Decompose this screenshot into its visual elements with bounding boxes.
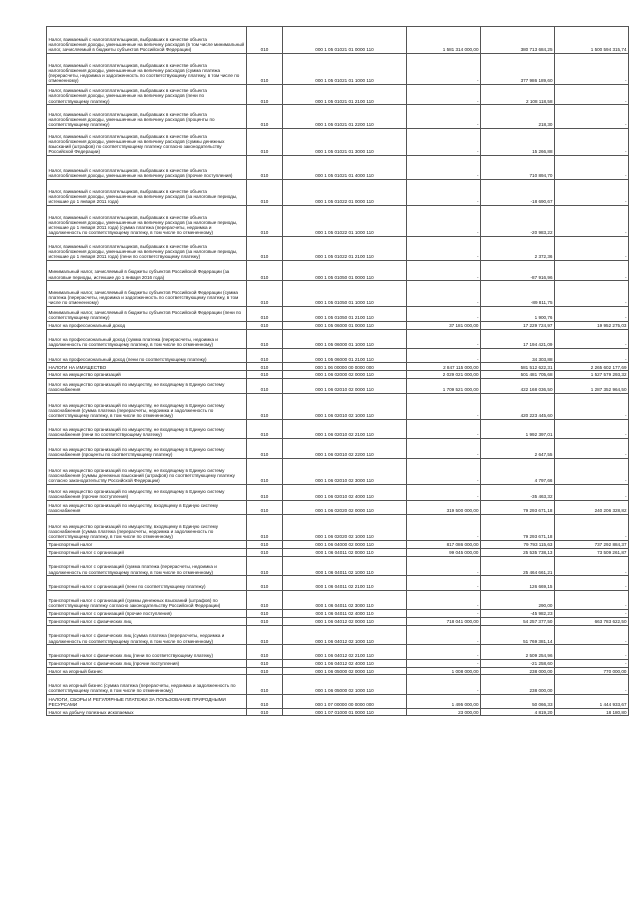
row-unexecuted-cell: - <box>555 515 629 541</box>
row-unexecuted-cell: 663 783 622,50 <box>555 618 629 626</box>
row-name-cell: Налог на имущество организаций по имуществу, входящему в Единую систему газоснабжения (сумма платежа (перерасчеты, недоимка и задолженность по соответствующему платежу, в том числе по отмененному) <box>47 515 247 541</box>
row-approved-cell: - <box>407 53 481 84</box>
row-executed-cell: 420 223 445,60 <box>481 393 555 419</box>
row-name-cell: НАЛОГИ, СБОРЫ И РЕГУЛЯРНЫЕ ПЛАТЕЖИ ЗА ПОЛЬЗОВАНИЕ ПРИРОДНЫМИ РЕСУРСАМИ <box>47 694 247 708</box>
table-row <box>47 27 629 54</box>
row-line-code-cell: 010 <box>247 155 283 179</box>
row-name-cell: Транспортный налог с физических лиц (сумма платежа (перерасчеты, недоимка и задолженность по соответствующему платежу, в том числе по отмененному) <box>47 625 247 645</box>
row-line-code-cell: 010 <box>247 618 283 626</box>
row-executed-cell: 79 293 671,18 <box>481 515 555 541</box>
table-row <box>47 349 629 363</box>
row-unexecuted-cell: - <box>555 439 629 459</box>
table-row <box>47 694 629 708</box>
row-approved-cell: - <box>407 129 481 156</box>
row-unexecuted-cell: - <box>555 129 629 156</box>
row-line-code-cell: 010 <box>247 129 283 156</box>
row-budget-code-cell: 000 1 07 00000 00 0000 000 <box>283 694 407 708</box>
row-line-code-cell: 010 <box>247 393 283 419</box>
row-line-code-cell: 010 <box>247 659 283 667</box>
row-unexecuted-cell: 770 000,00 <box>555 667 629 675</box>
row-executed-cell: 34 303,88 <box>481 349 555 363</box>
row-approved-cell: 319 500 000,00 <box>407 500 481 514</box>
row-executed-cell: 2 647,55 <box>481 439 555 459</box>
row-executed-cell: 2 108 118,58 <box>481 85 555 105</box>
row-budget-code-cell: 000 1 06 02000 02 0000 110 <box>283 371 407 379</box>
row-budget-code-cell: 000 1 06 04000 02 0000 110 <box>283 541 407 549</box>
row-executed-cell: 218,30 <box>481 105 555 129</box>
row-executed-cell: 2 509 254,96 <box>481 645 555 659</box>
row-line-code-cell: 010 <box>247 500 283 514</box>
row-line-code-cell: 010 <box>247 371 283 379</box>
row-executed-cell: -18 690,67 <box>481 179 555 205</box>
row-unexecuted-cell: 1 444 933,67 <box>555 694 629 708</box>
row-budget-code-cell: 000 1 05 01022 01 1000 110 <box>283 205 407 236</box>
row-line-code-cell: 010 <box>247 363 283 371</box>
row-executed-cell: 1 992 397,01 <box>481 419 555 439</box>
row-name-cell: Налог на имущество организаций по имуществу, не входящему в Единую систему газоснабжения (сумма платежа (перерасчеты, недоимка и задолженность по соответствующему платежу, в том числе по отмененному) <box>47 393 247 419</box>
row-approved-cell: - <box>407 306 481 321</box>
table-row <box>47 261 629 281</box>
row-approved-cell: 718 041 000,00 <box>407 618 481 626</box>
table-row <box>47 541 629 549</box>
row-name-cell: Налог на имущество организаций по имуществу, не входящему в Единую систему газоснабжения (проценты по соответствующему платежу) <box>47 439 247 459</box>
row-budget-code-cell: 000 1 05 01021 01 3000 110 <box>283 129 407 156</box>
row-name-cell: Транспортный налог с организаций <box>47 548 247 556</box>
row-budget-code-cell: 000 1 06 02020 02 0000 110 <box>283 500 407 514</box>
row-executed-cell: 17 194 421,09 <box>481 329 555 349</box>
row-name-cell: Налог на имущество организаций по имуществу, входящему в Единую систему газоснабжения <box>47 500 247 514</box>
row-unexecuted-cell: - <box>555 261 629 281</box>
row-line-code-cell: 010 <box>247 179 283 205</box>
row-budget-code-cell: 000 1 05 01022 01 0000 110 <box>283 179 407 205</box>
row-line-code-cell: 010 <box>247 306 283 321</box>
row-approved-cell: - <box>407 556 481 576</box>
row-name-cell: Налог, взимаемый с налогоплательщиков, выбравших в качестве объекта налогообложения доходы, уменьшенные на величину расходов (проценты по соответствующему платежу) <box>47 105 247 129</box>
row-name-cell: НАЛОГИ НА ИМУЩЕСТВО <box>47 363 247 371</box>
table-row <box>47 281 629 306</box>
row-name-cell: Минимальный налог, зачисляемый в бюджеты субъектов Российской Федерации (за налоговые периоды, истекшие до 1 января 2016 года) <box>47 261 247 281</box>
table-row <box>47 548 629 556</box>
row-name-cell: Транспортный налог с организаций (пени по соответствующему платежу) <box>47 576 247 590</box>
table-row <box>47 625 629 645</box>
row-executed-cell: 4 797,66 <box>481 458 555 484</box>
row-executed-cell: -89 811,75 <box>481 281 555 306</box>
row-approved-cell: - <box>407 590 481 610</box>
row-approved-cell: - <box>407 576 481 590</box>
row-executed-cell: 79 293 671,18 <box>481 500 555 514</box>
row-executed-cell: 54 257 377,50 <box>481 618 555 626</box>
row-approved-cell: - <box>407 419 481 439</box>
row-approved-cell: 817 086 000,00 <box>407 541 481 549</box>
row-unexecuted-cell: - <box>555 484 629 500</box>
row-budget-code-cell: 000 1 05 06000 01 2100 110 <box>283 349 407 363</box>
row-line-code-cell: 010 <box>247 379 283 393</box>
row-name-cell: Транспортный налог с организаций (сумма платежа (перерасчеты, недоимка и задолженность по соответствующему платежу, в том числе по отмененному) <box>47 556 247 576</box>
row-name-cell: Налог, взимаемый с налогоплательщиков, выбравших в качестве объекта налогообложения доходы, уменьшенные на величину расходов (прочие поступления) <box>47 155 247 179</box>
row-approved-cell: - <box>407 329 481 349</box>
row-unexecuted-cell: - <box>555 645 629 659</box>
row-name-cell: Транспортный налог <box>47 541 247 549</box>
row-line-code-cell: 010 <box>247 321 283 329</box>
row-name-cell: Налог на имущество организаций по имуществу, не входящему в Единую систему газоснабжения (прочие поступления) <box>47 484 247 500</box>
row-unexecuted-cell: - <box>555 105 629 129</box>
row-budget-code-cell: 000 1 06 04012 02 1000 110 <box>283 625 407 645</box>
table-row <box>47 129 629 156</box>
row-approved-cell: - <box>407 179 481 205</box>
row-unexecuted-cell: 737 292 884,37 <box>555 541 629 549</box>
row-budget-code-cell: 000 1 06 02010 02 3000 110 <box>283 458 407 484</box>
row-budget-code-cell: 000 1 05 01021 01 0000 110 <box>283 27 407 54</box>
row-line-code-cell: 010 <box>247 458 283 484</box>
table-row <box>47 618 629 626</box>
table-row <box>47 105 629 129</box>
table-row <box>47 515 629 541</box>
row-executed-cell: 25 464 661,21 <box>481 556 555 576</box>
row-unexecuted-cell: 1 287 352 964,50 <box>555 379 629 393</box>
row-executed-cell: 126 669,15 <box>481 576 555 590</box>
row-name-cell: Налог, взимаемый с налогоплательщиков, выбравших в качестве объекта налогообложения доходы, уменьшенные на величину расходов (суммы денежных взысканий (штрафов) по соответствующему платежу согласно законодательству Российской Федерации) <box>47 129 247 156</box>
row-unexecuted-cell: - <box>555 458 629 484</box>
row-budget-code-cell: 000 1 05 06000 01 0000 110 <box>283 321 407 329</box>
row-budget-code-cell: 000 1 06 04011 02 0000 110 <box>283 548 407 556</box>
row-unexecuted-cell: 73 509 261,87 <box>555 548 629 556</box>
table-row <box>47 484 629 500</box>
row-budget-code-cell: 000 1 06 04011 02 2100 110 <box>283 576 407 590</box>
row-line-code-cell: 010 <box>247 708 283 716</box>
row-name-cell: Транспортный налог с организаций (суммы денежных взысканий (штрафов) по соответствующему платежу согласно законодательству Российской Федерации) <box>47 590 247 610</box>
row-executed-cell: 710 894,70 <box>481 155 555 179</box>
row-unexecuted-cell: - <box>555 393 629 419</box>
row-name-cell: Налог на игорный бизнес <box>47 667 247 675</box>
row-approved-cell: 2 847 115 000,00 <box>407 363 481 371</box>
table-row <box>47 53 629 84</box>
table-row <box>47 393 629 419</box>
table-row <box>47 371 629 379</box>
row-approved-cell: - <box>407 155 481 179</box>
row-budget-code-cell: 000 1 06 04011 02 1000 110 <box>283 556 407 576</box>
row-approved-cell: - <box>407 675 481 695</box>
row-unexecuted-cell: - <box>555 53 629 84</box>
row-line-code-cell: 010 <box>247 548 283 556</box>
row-line-code-cell: 010 <box>247 675 283 695</box>
row-unexecuted-cell: - <box>555 556 629 576</box>
row-name-cell: Транспортный налог с организаций (прочие поступления) <box>47 610 247 618</box>
table-row <box>47 329 629 349</box>
row-name-cell: Минимальный налог, зачисляемый в бюджеты субъектов Российской Федерации (сумма платежа (перерасчеты, недоимка и задолженность по соответствующему платежу, в том числе по отмененному) <box>47 281 247 306</box>
table-row <box>47 85 629 105</box>
row-line-code-cell: 010 <box>247 85 283 105</box>
row-line-code-cell: 010 <box>247 645 283 659</box>
row-budget-code-cell: 000 1 05 01022 01 2100 110 <box>283 237 407 261</box>
row-name-cell: Налог на имущество организаций по имуществу, не входящему в Единую систему газоснабжения (пени по соответствующему платежу) <box>47 419 247 439</box>
row-name-cell: Налог на профессиональный доход (пени по соответствующему платежу) <box>47 349 247 363</box>
row-unexecuted-cell: - <box>555 205 629 236</box>
row-unexecuted-cell: - <box>555 85 629 105</box>
row-executed-cell: 2 372,36 <box>481 237 555 261</box>
row-unexecuted-cell: - <box>555 675 629 695</box>
budget-report-table <box>46 26 627 716</box>
row-name-cell: Налог, взимаемый с налогоплательщиков, выбравших в качестве объекта налогообложения доходы, уменьшенные на величину расходов (в том числе минимальный налог, зачисляемый в бюджеты субъектов Российской Федерации) <box>47 27 247 54</box>
row-approved-cell: - <box>407 458 481 484</box>
row-line-code-cell: 010 <box>247 329 283 349</box>
row-budget-code-cell: 000 1 05 01050 01 1000 110 <box>283 281 407 306</box>
table-row <box>47 708 629 716</box>
row-line-code-cell: 010 <box>247 590 283 610</box>
row-executed-cell: 1 900,76 <box>481 306 555 321</box>
row-budget-code-cell: 000 1 07 01000 01 0000 110 <box>283 708 407 716</box>
table-row <box>47 659 629 667</box>
row-executed-cell: 25 535 738,13 <box>481 548 555 556</box>
row-budget-code-cell: 000 1 06 02010 02 4000 110 <box>283 484 407 500</box>
row-line-code-cell: 010 <box>247 281 283 306</box>
row-line-code-cell: 010 <box>247 610 283 618</box>
row-executed-cell: 501 481 705,68 <box>481 371 555 379</box>
row-budget-code-cell: 000 1 05 01050 01 2100 110 <box>283 306 407 321</box>
row-unexecuted-cell: - <box>555 281 629 306</box>
row-approved-cell: - <box>407 393 481 419</box>
row-unexecuted-cell: - <box>555 179 629 205</box>
row-approved-cell: - <box>407 261 481 281</box>
table-row <box>47 610 629 618</box>
row-line-code-cell: 010 <box>247 419 283 439</box>
row-unexecuted-cell: - <box>555 306 629 321</box>
row-line-code-cell: 010 <box>247 515 283 541</box>
row-line-code-cell: 010 <box>247 53 283 84</box>
table-body <box>47 27 629 716</box>
row-name-cell: Налог на профессиональный доход (сумма платежа (перерасчеты, недоимка и задолженность по соответствующему платежу, в том числе по отмененному) <box>47 329 247 349</box>
row-name-cell: Транспортный налог с физических лиц (пени по соответствующему платежу) <box>47 645 247 659</box>
row-unexecuted-cell: - <box>555 610 629 618</box>
table-row <box>47 439 629 459</box>
row-line-code-cell: 010 <box>247 625 283 645</box>
row-approved-cell: - <box>407 659 481 667</box>
row-name-cell: Налог на имущество организаций <box>47 371 247 379</box>
row-approved-cell: 1 495 000,00 <box>407 694 481 708</box>
row-executed-cell: 238 000,00 <box>481 675 555 695</box>
row-executed-cell: -21 258,60 <box>481 659 555 667</box>
row-unexecuted-cell: - <box>555 576 629 590</box>
row-budget-code-cell: 000 1 05 01021 01 2200 110 <box>283 105 407 129</box>
row-unexecuted-cell: 19 952 275,03 <box>555 321 629 329</box>
row-executed-cell: 4 819,20 <box>481 708 555 716</box>
row-executed-cell: 51 769 381,14 <box>481 625 555 645</box>
row-unexecuted-cell: - <box>555 625 629 645</box>
row-approved-cell: - <box>407 515 481 541</box>
row-approved-cell: - <box>407 645 481 659</box>
row-approved-cell: 23 000,00 <box>407 708 481 716</box>
row-name-cell: Налог, взимаемый с налогоплательщиков, выбравших в качестве объекта налогообложения доходы, уменьшенные на величину расходов (за налоговые периоды, истекшие до 1 января 2011 года) (сумма платежа (перерасчеты, недоимка и задолженность по соответствующему платежу, в том числе по отмененному) <box>47 205 247 236</box>
row-unexecuted-cell: - <box>555 419 629 439</box>
row-executed-cell: 581 512 622,31 <box>481 363 555 371</box>
row-name-cell: Налог на игорный бизнес (сумма платежа (перерасчеты, недоимка и задолженность по соответствующему платежу, в том числе по отмененному) <box>47 675 247 695</box>
table-row <box>47 363 629 371</box>
row-unexecuted-cell: - <box>555 659 629 667</box>
row-name-cell: Минимальный налог, зачисляемый в бюджеты субъектов Российской Федерации (пени по соответствующему платежу) <box>47 306 247 321</box>
row-budget-code-cell: 000 1 06 04012 02 0000 110 <box>283 618 407 626</box>
row-executed-cell: 377 986 189,60 <box>481 53 555 84</box>
row-executed-cell: -35 463,32 <box>481 484 555 500</box>
row-budget-code-cell: 000 1 06 05000 02 0000 110 <box>283 667 407 675</box>
row-budget-code-cell: 000 1 05 01021 01 1000 110 <box>283 53 407 84</box>
row-executed-cell: 290,00 <box>481 590 555 610</box>
row-budget-code-cell: 000 1 06 02010 02 0000 110 <box>283 379 407 393</box>
row-executed-cell: 380 713 684,25 <box>481 27 555 54</box>
row-budget-code-cell: 000 1 06 04011 02 4000 110 <box>283 610 407 618</box>
row-budget-code-cell: 000 1 06 02010 02 1000 110 <box>283 393 407 419</box>
table-row <box>47 321 629 329</box>
row-executed-cell: -45 982,23 <box>481 610 555 618</box>
row-budget-code-cell: 000 1 06 05000 02 1000 110 <box>283 675 407 695</box>
table-row <box>47 419 629 439</box>
row-executed-cell: 17 229 724,97 <box>481 321 555 329</box>
table-row <box>47 590 629 610</box>
table-row <box>47 237 629 261</box>
row-approved-cell: 1 709 521 000,00 <box>407 379 481 393</box>
row-name-cell: Налог, взимаемый с налогоплательщиков, выбравших в качестве объекта налогообложения доходы, уменьшенные на величину расходов (сумма платежа (перерасчеты, недоимка и задолженность по соответствующему платежу, в том числе по отмененному) <box>47 53 247 84</box>
row-line-code-cell: 010 <box>247 694 283 708</box>
row-unexecuted-cell: - <box>555 329 629 349</box>
row-approved-cell: - <box>407 349 481 363</box>
table-row <box>47 645 629 659</box>
row-line-code-cell: 010 <box>247 556 283 576</box>
row-approved-cell: - <box>407 281 481 306</box>
row-unexecuted-cell: 240 206 328,82 <box>555 500 629 514</box>
table-row <box>47 500 629 514</box>
row-budget-code-cell: 000 1 06 00000 00 0000 000 <box>283 363 407 371</box>
row-approved-cell: - <box>407 484 481 500</box>
row-approved-cell: 2 029 021 000,00 <box>407 371 481 379</box>
table-row <box>47 205 629 236</box>
row-executed-cell: 15 266,88 <box>481 129 555 156</box>
row-approved-cell: 99 045 000,00 <box>407 548 481 556</box>
row-name-cell: Транспортный налог с физических лиц <box>47 618 247 626</box>
row-line-code-cell: 010 <box>247 484 283 500</box>
table-row <box>47 675 629 695</box>
row-budget-code-cell: 000 1 05 01021 01 2100 110 <box>283 85 407 105</box>
table-row <box>47 556 629 576</box>
row-line-code-cell: 010 <box>247 105 283 129</box>
row-line-code-cell: 010 <box>247 205 283 236</box>
row-name-cell: Налог на профессиональный доход <box>47 321 247 329</box>
row-name-cell: Налог, взимаемый с налогоплательщиков, выбравших в качестве объекта налогообложения доходы, уменьшенные на величину расходов (за налоговые периоды, истекшие до 1 января 2011 года) (пени по соответствующему платежу) <box>47 237 247 261</box>
table-row <box>47 179 629 205</box>
row-line-code-cell: 010 <box>247 349 283 363</box>
row-approved-cell: - <box>407 237 481 261</box>
table-row <box>47 379 629 393</box>
table-row <box>47 306 629 321</box>
table-row <box>47 155 629 179</box>
row-line-code-cell: 010 <box>247 261 283 281</box>
row-approved-cell: - <box>407 439 481 459</box>
row-budget-code-cell: 000 1 06 02020 02 1000 110 <box>283 515 407 541</box>
row-line-code-cell: 010 <box>247 667 283 675</box>
row-approved-cell: - <box>407 85 481 105</box>
row-approved-cell: 1 581 314 000,00 <box>407 27 481 54</box>
row-name-cell: Налог на имущество организаций по имуществу, не входящему в Единую систему газоснабжения (суммы денежных взысканий (штрафов) по соответствующему платежу согласно законодательству Российской Федерации) <box>47 458 247 484</box>
row-approved-cell: 37 181 000,00 <box>407 321 481 329</box>
table-row <box>47 576 629 590</box>
row-name-cell: Налог, взимаемый с налогоплательщиков, выбравших в качестве объекта налогообложения доходы, уменьшенные на величину расходов (пени по соответствующему платежу) <box>47 85 247 105</box>
row-unexecuted-cell: - <box>555 155 629 179</box>
row-unexecuted-cell: 18 180,80 <box>555 708 629 716</box>
row-line-code-cell: 010 <box>247 439 283 459</box>
row-executed-cell: 79 793 115,63 <box>481 541 555 549</box>
row-budget-code-cell: 000 1 06 04011 02 3000 110 <box>283 590 407 610</box>
row-line-code-cell: 010 <box>247 541 283 549</box>
row-unexecuted-cell: 2 265 602 177,69 <box>555 363 629 371</box>
row-budget-code-cell: 000 1 06 04012 02 4000 110 <box>283 659 407 667</box>
row-unexecuted-cell: - <box>555 590 629 610</box>
row-unexecuted-cell: - <box>555 349 629 363</box>
row-approved-cell: - <box>407 205 481 236</box>
row-executed-cell: 50 066,33 <box>481 694 555 708</box>
row-budget-code-cell: 000 1 06 02010 02 2200 110 <box>283 439 407 459</box>
row-executed-cell: 238 000,00 <box>481 667 555 675</box>
row-name-cell: Налог на добычу полезных ископаемых <box>47 708 247 716</box>
row-name-cell: Налог, взимаемый с налогоплательщиков, выбравших в качестве объекта налогообложения доходы, уменьшенные на величину расходов (за налоговые периоды, истекшие до 1 января 2011 года) <box>47 179 247 205</box>
table-row <box>47 667 629 675</box>
row-unexecuted-cell: 1 527 579 293,32 <box>555 371 629 379</box>
row-budget-code-cell: 000 1 05 01021 01 4000 110 <box>283 155 407 179</box>
row-line-code-cell: 010 <box>247 27 283 54</box>
table-row <box>47 458 629 484</box>
row-unexecuted-cell: 1 500 594 315,74 <box>555 27 629 54</box>
row-budget-code-cell: 000 1 05 06000 01 1000 110 <box>283 329 407 349</box>
row-approved-cell: - <box>407 625 481 645</box>
row-budget-code-cell: 000 1 06 02010 02 2100 110 <box>283 419 407 439</box>
row-unexecuted-cell: - <box>555 237 629 261</box>
row-approved-cell: - <box>407 105 481 129</box>
row-name-cell: Транспортный налог с физических лиц (прочие поступления) <box>47 659 247 667</box>
row-approved-cell: - <box>407 610 481 618</box>
row-budget-code-cell: 000 1 05 01050 01 0000 110 <box>283 261 407 281</box>
row-budget-code-cell: 000 1 06 04012 02 2100 110 <box>283 645 407 659</box>
row-line-code-cell: 010 <box>247 237 283 261</box>
row-approved-cell: 1 008 000,00 <box>407 667 481 675</box>
row-executed-cell: -20 983,22 <box>481 205 555 236</box>
row-line-code-cell: 010 <box>247 576 283 590</box>
row-name-cell: Налог на имущество организаций по имуществу, не входящему в Единую систему газоснабжения <box>47 379 247 393</box>
row-executed-cell: 422 168 036,50 <box>481 379 555 393</box>
row-executed-cell: -87 916,96 <box>481 261 555 281</box>
